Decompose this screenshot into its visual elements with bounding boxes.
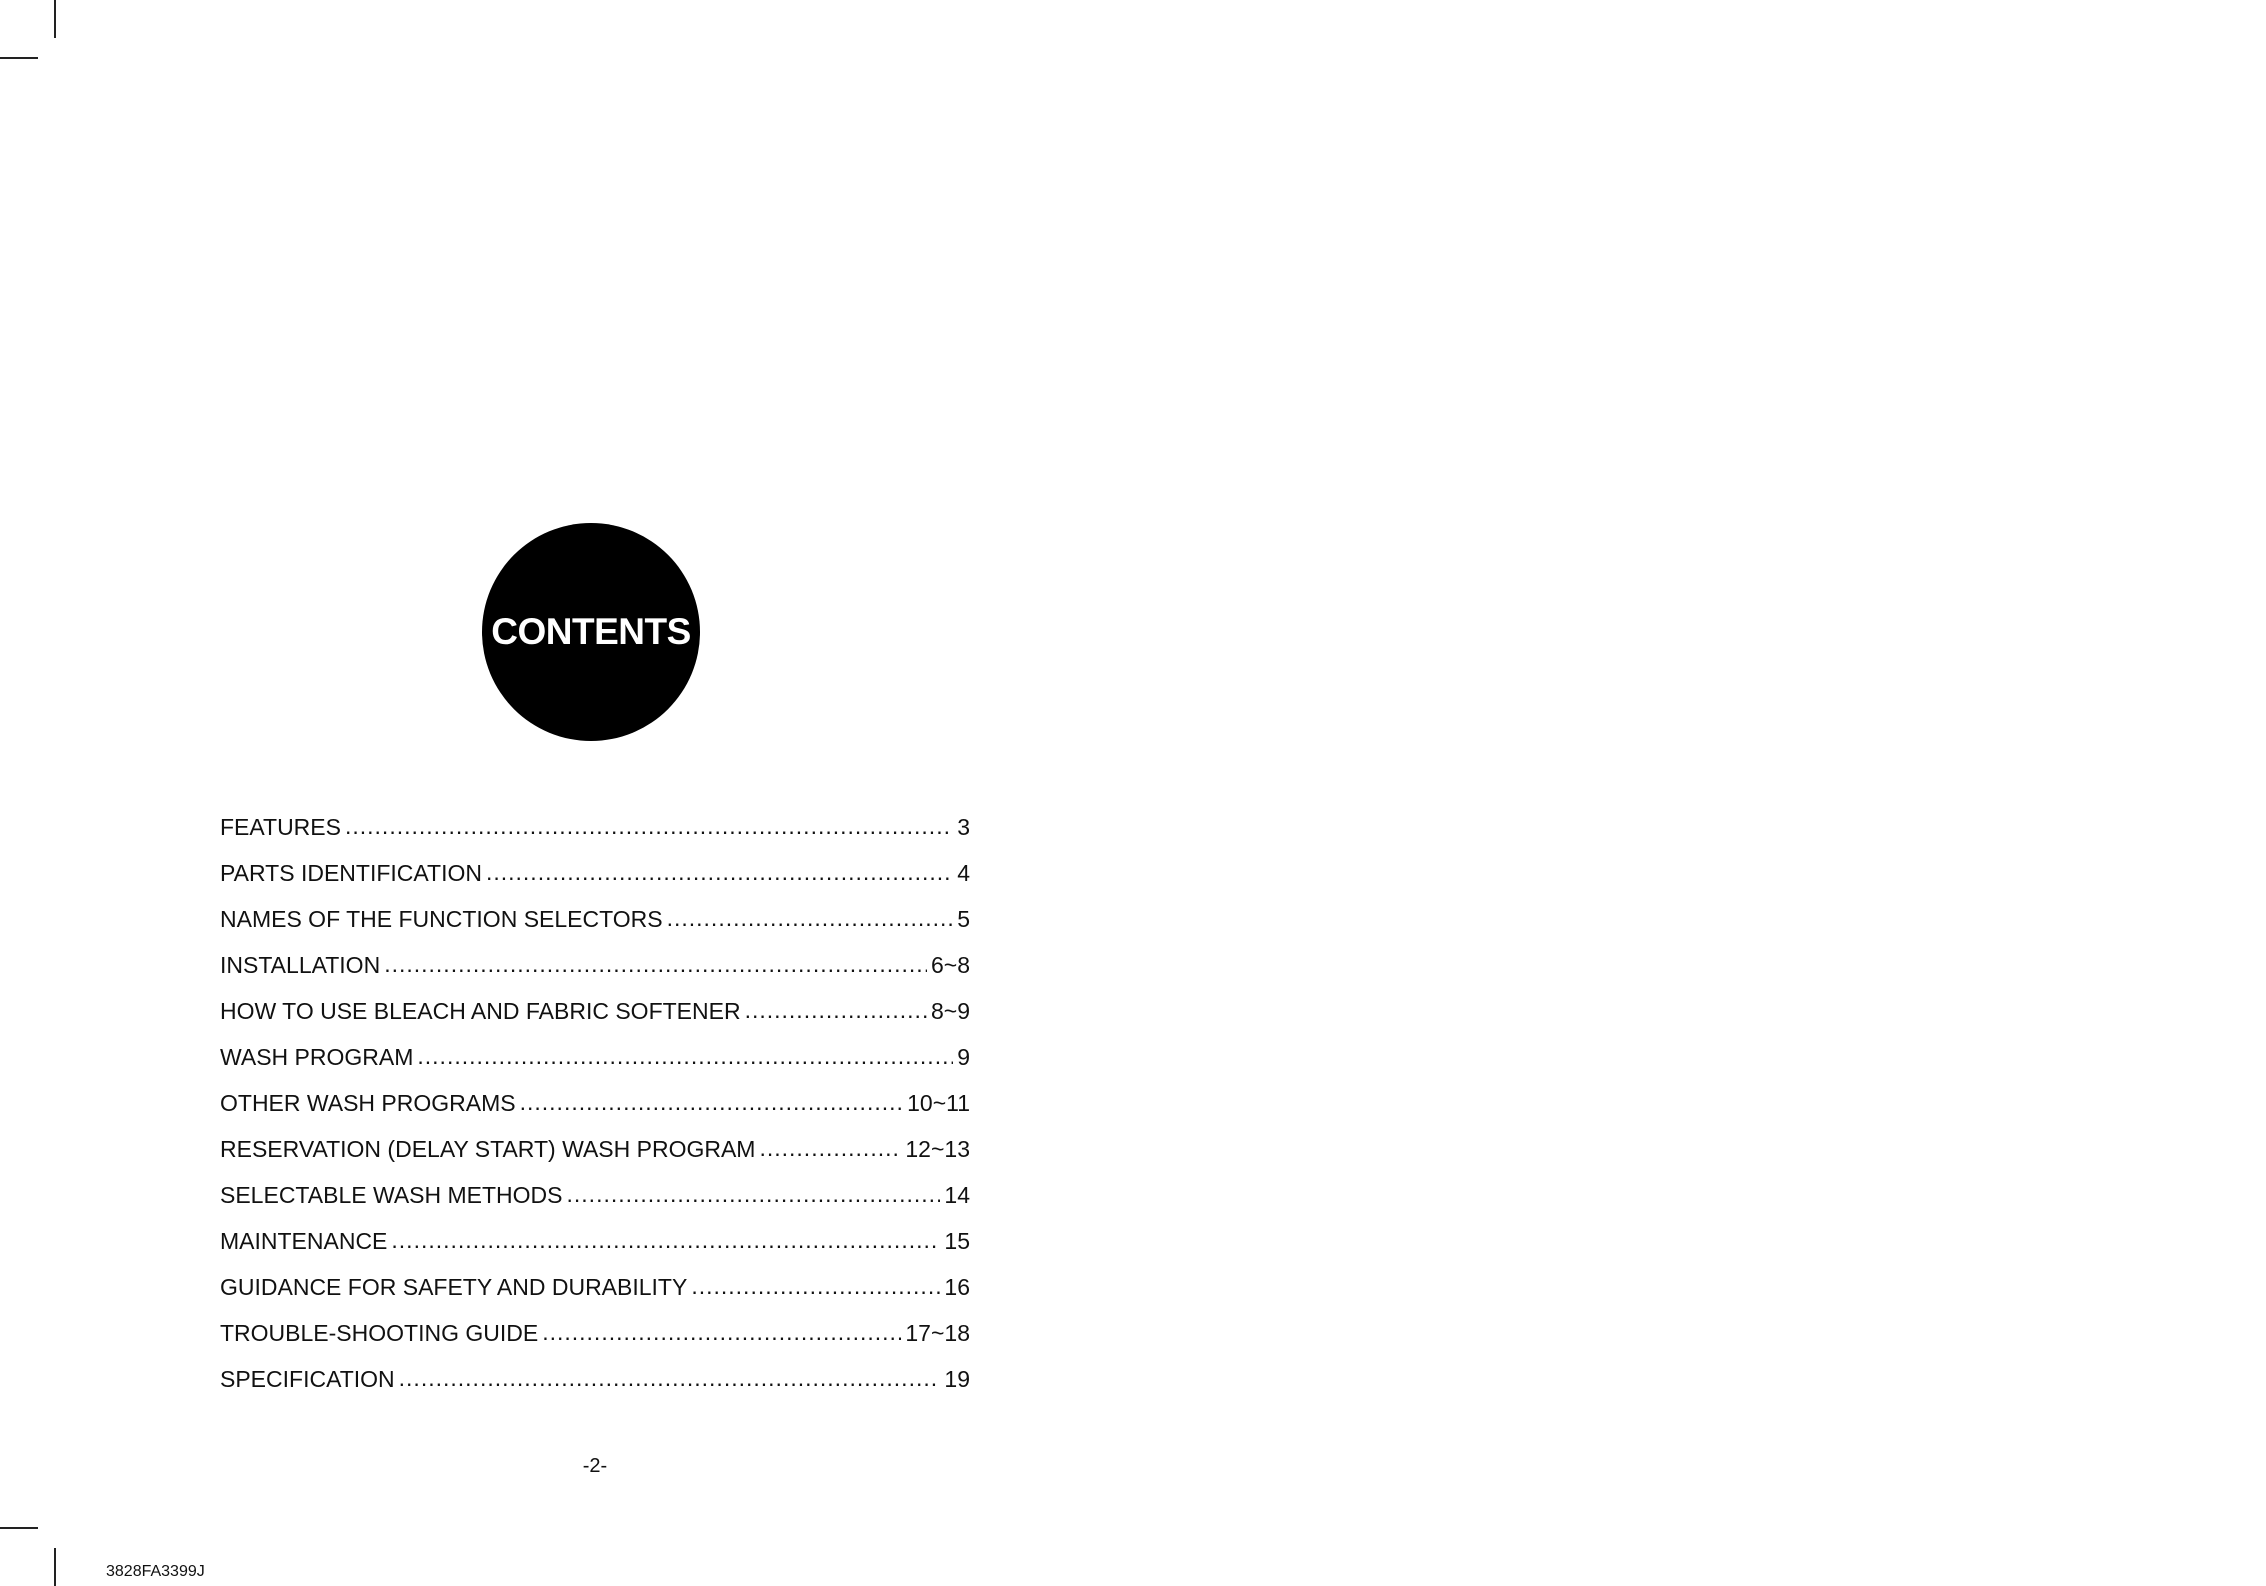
crop-mark-bottom-vertical xyxy=(54,1548,56,1586)
toc-dot-leader xyxy=(745,987,927,1033)
toc-dot-leader xyxy=(384,941,927,987)
toc-entry-page: 19 xyxy=(944,1366,970,1392)
toc-dot-leader xyxy=(399,1355,941,1401)
toc-entry-page: 17~18 xyxy=(905,1320,970,1346)
table-of-contents xyxy=(220,804,970,1402)
toc-entry-title: NAMES OF THE FUNCTION SELECTORS xyxy=(220,906,663,932)
toc-entry[interactable] xyxy=(220,1034,970,1080)
toc-entry[interactable] xyxy=(220,896,970,942)
toc-entry[interactable] xyxy=(220,1356,970,1402)
toc-dot-leader xyxy=(345,803,953,849)
toc-dot-leader xyxy=(391,1217,940,1263)
toc-entry[interactable] xyxy=(220,988,970,1034)
toc-entry-title: OTHER WASH PROGRAMS xyxy=(220,1090,516,1116)
crop-mark-top-horizontal xyxy=(0,57,38,59)
toc-entry-page: 3 xyxy=(957,814,970,840)
toc-entry[interactable] xyxy=(220,1310,970,1356)
toc-dot-leader xyxy=(567,1171,941,1217)
toc-entry-title: SPECIFICATION xyxy=(220,1366,395,1392)
toc-entry-title: MAINTENANCE xyxy=(220,1228,388,1254)
toc-entry[interactable] xyxy=(220,1264,970,1310)
toc-dot-leader xyxy=(486,849,953,895)
toc-entry-title: GUIDANCE FOR SAFETY AND DURABILITY xyxy=(220,1274,688,1300)
toc-entry-page: 5 xyxy=(957,906,970,932)
toc-entry-title: SELECTABLE WASH METHODS xyxy=(220,1182,563,1208)
toc-entry-title: TROUBLE-SHOOTING GUIDE xyxy=(220,1320,539,1346)
toc-entry[interactable] xyxy=(220,1218,970,1264)
toc-dot-leader xyxy=(667,895,954,941)
toc-entry-title: INSTALLATION xyxy=(220,952,381,978)
document-code: 3828FA3399J xyxy=(106,1563,205,1580)
toc-entry-page: 14 xyxy=(944,1182,970,1208)
toc-entry[interactable] xyxy=(220,850,970,896)
toc-entry[interactable] xyxy=(220,1172,970,1218)
toc-entry[interactable] xyxy=(220,1126,970,1172)
toc-entry[interactable] xyxy=(220,942,970,988)
toc-entry-page: 10~11 xyxy=(907,1090,970,1116)
toc-entry[interactable] xyxy=(220,804,970,850)
toc-dot-leader xyxy=(691,1263,940,1309)
toc-entry-page: 4 xyxy=(957,860,970,886)
contents-heading: CONTENTS xyxy=(491,611,691,652)
toc-entry-title: HOW TO USE BLEACH AND FABRIC SOFTENER xyxy=(220,998,741,1024)
toc-entry-page: 6~8 xyxy=(930,952,970,978)
toc-entry-title: PARTS IDENTIFICATION xyxy=(220,860,482,886)
toc-entry-page: 16 xyxy=(944,1274,970,1300)
crop-mark-top-vertical xyxy=(54,0,56,38)
toc-entry-title: RESERVATION (DELAY START) WASH PROGRAM xyxy=(220,1136,756,1162)
toc-dot-leader xyxy=(542,1309,901,1355)
toc-entry[interactable] xyxy=(220,1080,970,1126)
contents-badge xyxy=(482,523,700,741)
toc-dot-leader xyxy=(759,1125,901,1171)
toc-dot-leader xyxy=(520,1079,904,1125)
page-number: -2- xyxy=(582,1455,608,1477)
toc-entry-page: 12~13 xyxy=(905,1136,970,1162)
toc-entry-title: FEATURES xyxy=(220,814,341,840)
toc-entry-title: WASH PROGRAM xyxy=(220,1044,414,1070)
toc-entry-page: 15 xyxy=(944,1228,970,1254)
crop-mark-bottom-horizontal xyxy=(0,1527,38,1529)
toc-dot-leader xyxy=(417,1033,953,1079)
toc-entry-page: 8~9 xyxy=(930,998,970,1024)
toc-entry-page: 9 xyxy=(957,1044,970,1070)
